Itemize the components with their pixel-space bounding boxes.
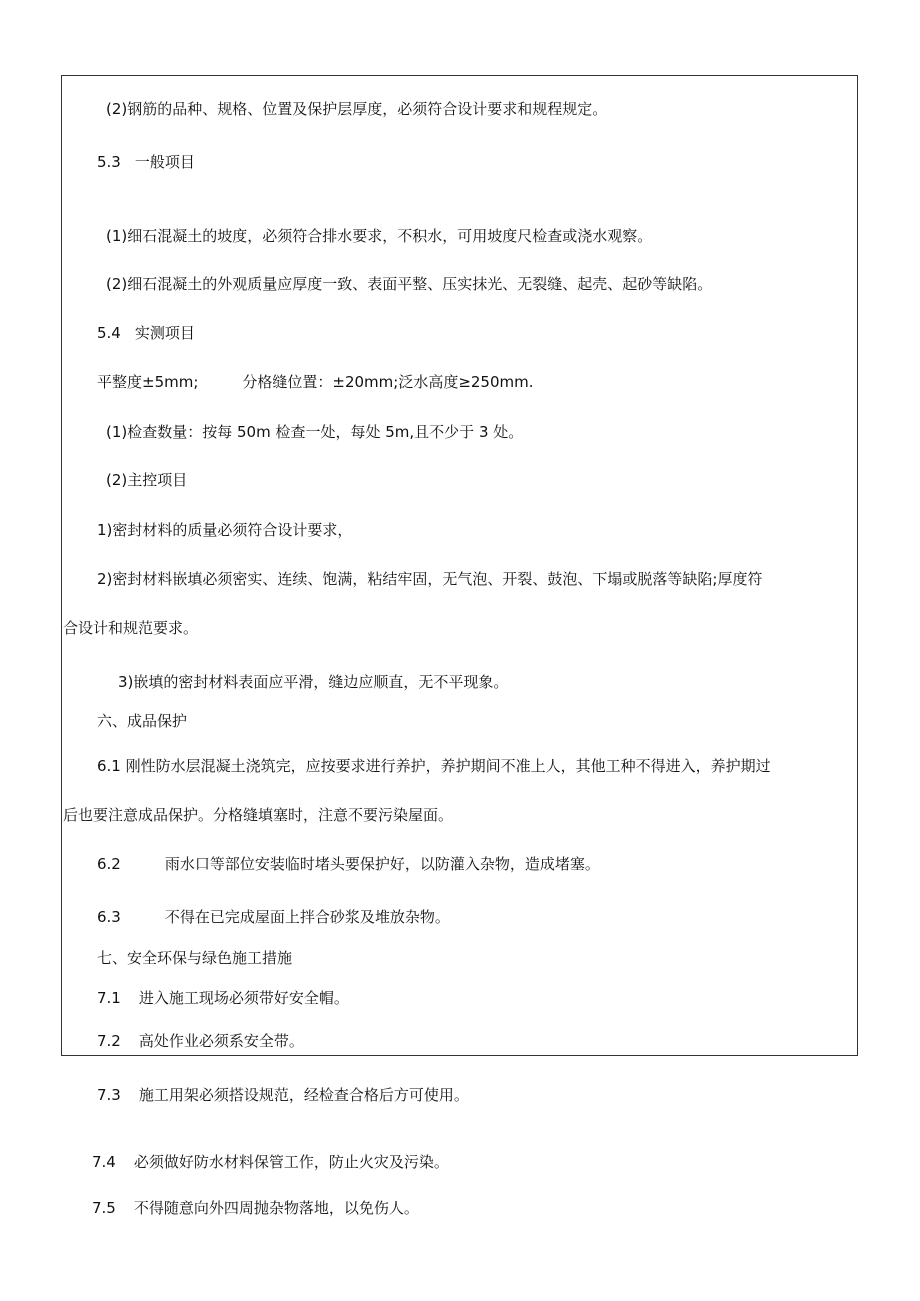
- section-heading-7: 七、安全环保与绿色施工措施: [97, 949, 293, 967]
- measurement-line: 平整度±5mm; 分格缝位置：±20mm;泛水高度≥250mm.: [97, 373, 534, 391]
- text-line: 6.1 刚性防水层混凝土浇筑完，应按要求进行养护，养护期间不准上人，其他工种不得进入，养护期过: [97, 757, 771, 775]
- text-line: (2)钢筋的品种、规格、位置及保护层厚度，必须符合设计要求和规程规定。: [106, 100, 608, 118]
- section-heading-5-4: 5.4 实测项目: [97, 324, 195, 342]
- item-7-2: 7.2 高处作业必须系安全带。: [97, 1032, 304, 1050]
- text-line-continuation: 后也要注意成品保护。分格缝填塞时，注意不要污染屋面。: [63, 806, 454, 824]
- section-heading-6: 六、成品保护: [97, 712, 188, 730]
- text-line: (1)细石混凝土的坡度，必须符合排水要求，不积水，可用坡度尺检查或浇水观察。: [106, 227, 653, 245]
- item-7-3: 7.3 施工用架必须搭设规范，经检查合格后方可使用。: [97, 1086, 469, 1104]
- text-line: (1)检查数量：按每 50m 检查一处，每处 5m,且不少于 3 处。: [106, 423, 524, 441]
- text-line: 1)密封材料的质量必须符合设计要求，: [97, 521, 353, 539]
- item-7-4: 7.4 必须做好防水材料保管工作，防止火灾及污染。: [92, 1153, 449, 1171]
- item-6-3: 6.3 不得在已完成屋面上拌合砂浆及堆放杂物。: [97, 908, 450, 926]
- item-6-2: 6.2 雨水口等部位安装临时堵头要保护好，以防灌入杂物，造成堵塞。: [97, 855, 600, 873]
- section-heading-5-3: 5.3 一般项目: [97, 153, 195, 171]
- text-line: (2)主控项目: [106, 471, 188, 489]
- text-line: 3)嵌填的密封材料表面应平滑，缝边应顺直，无不平现象。: [118, 673, 509, 691]
- text-line: 2)密封材料嵌填必须密实、连续、饱满，粘结牢固，无气泡、开裂、鼓泡、下塌或脱落等缺陷;厚度符: [97, 570, 763, 588]
- text-line-continuation: 合设计和规范要求。: [63, 619, 199, 637]
- text-line: (2)细石混凝土的外观质量应厚度一致、表面平整、压实抹光、无裂缝、起壳、起砂等缺陷。: [106, 275, 713, 293]
- item-7-5: 7.5 不得随意向外四周抛杂物落地，以免伤人。: [92, 1199, 419, 1217]
- item-7-1: 7.1 进入施工现场必须带好安全帽。: [97, 989, 349, 1007]
